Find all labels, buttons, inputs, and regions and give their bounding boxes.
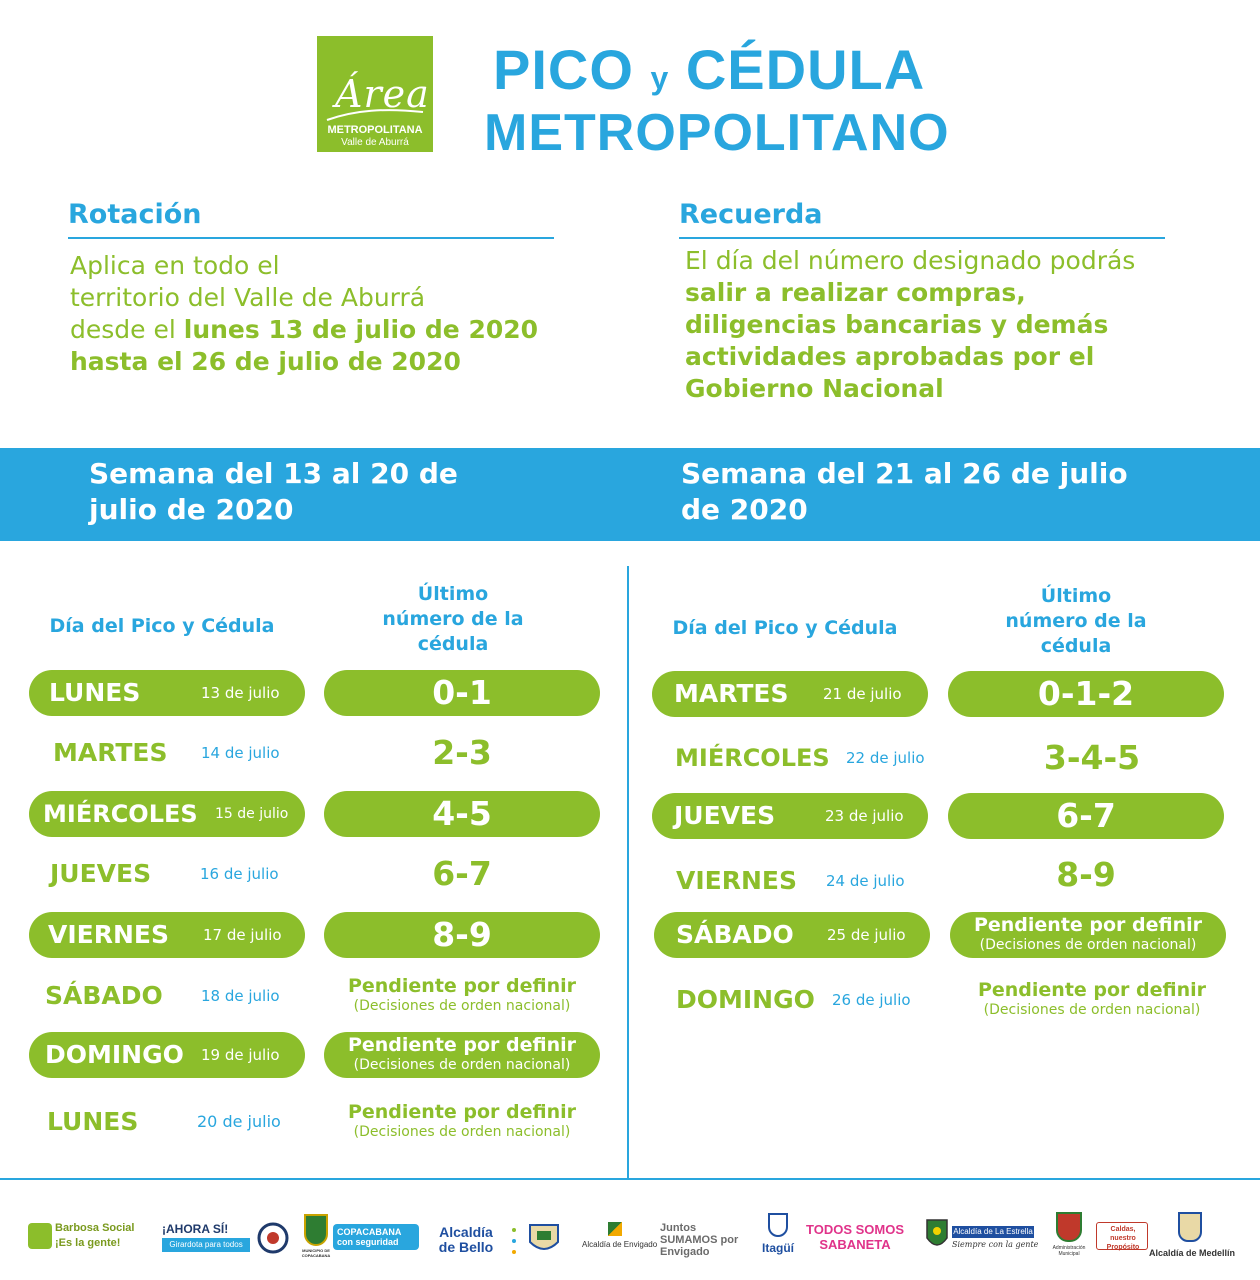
day-label: MIÉRCOLES — [675, 744, 830, 772]
week2-col-num-line1: Último — [1040, 585, 1112, 607]
la-estrella-logo — [952, 1226, 1039, 1256]
pending-note: (Decisiones de orden nacional) — [353, 1057, 571, 1073]
digits-label: 8-9 — [432, 915, 492, 954]
week1-title-line2: julio de 2020 — [89, 493, 294, 526]
date-label: 21 de julio — [823, 685, 902, 703]
recuerda-line5 — [685, 373, 1135, 405]
recuerda-line4-bold: actividades aprobadas por el — [685, 342, 1095, 371]
logo-line2: Valle de Aburrá — [341, 137, 409, 148]
copacabana-municipio-logo — [302, 1214, 330, 1262]
title-connector: y — [650, 60, 670, 96]
date-label: 25 de julio — [827, 926, 906, 944]
week1-row-lunes-20 — [0, 1099, 628, 1145]
pending-label — [324, 973, 600, 1019]
day-label: LUNES — [49, 678, 141, 707]
administracion-shield-icon — [1056, 1212, 1082, 1242]
area-metropolitana-logo — [317, 36, 433, 152]
date-label: 22 de julio — [846, 749, 925, 767]
week2-row-sabado-25 — [630, 912, 1260, 958]
page-title-line2: METROPOLITANO — [484, 104, 950, 162]
caldas-logo — [1096, 1222, 1148, 1250]
date-label: 13 de julio — [201, 684, 280, 702]
itagui-logo — [760, 1213, 796, 1261]
week1-col-day-header: Día del Pico y Cédula — [49, 615, 275, 637]
recuerda-text — [685, 245, 1135, 405]
week1-col-num-line1: Último — [417, 583, 489, 605]
girardota-logo — [162, 1222, 250, 1254]
bello-shield-icon — [527, 1222, 561, 1256]
day-label: JUEVES — [674, 801, 776, 830]
sumamos-logo — [660, 1222, 750, 1256]
pending-text: Pendiente por definir — [973, 914, 1203, 936]
pending-label — [324, 1032, 600, 1078]
recuerda-line2 — [685, 277, 1135, 309]
week2-title — [681, 456, 1128, 528]
date-label: 15 de julio — [215, 806, 289, 822]
pending-note: (Decisiones de orden nacional) — [983, 1002, 1201, 1018]
day-label: VIERNES — [48, 920, 169, 949]
itagui-logo-text: Itagüí — [762, 1241, 794, 1255]
day-label: DOMINGO — [45, 1040, 184, 1069]
envigado-logo — [582, 1222, 658, 1254]
pending-text: Pendiente por definir — [977, 979, 1207, 1001]
rotacion-line4-bold: hasta el 26 de julio de 2020 — [70, 347, 461, 376]
recuerda-heading: Recuerda — [679, 199, 823, 230]
pending-text: Pendiente por definir — [347, 975, 577, 997]
rotacion-line1: Aplica en todo el — [70, 251, 280, 280]
week2-row-miercoles-22 — [630, 735, 1260, 781]
title-word2: CÉDULA — [685, 38, 926, 101]
administracion-logo-text: Administración Municipal — [1052, 1245, 1086, 1257]
week1-row-martes-14 — [0, 730, 628, 776]
recuerda-line5-bold: Gobierno Nacional — [685, 374, 944, 403]
digits-label: 6-7 — [432, 854, 492, 893]
medellin-logo — [1146, 1212, 1238, 1262]
pending-label — [954, 977, 1230, 1023]
caldas-logo-text: Caldas, nuestro Propósito — [1106, 1226, 1140, 1251]
week2-title-line1: Semana del 21 al 26 de julio — [681, 457, 1128, 490]
bello-logo-text: Alcaldía de Bello — [438, 1224, 494, 1255]
rotacion-line3-bold: lunes 13 de julio de 2020 — [183, 315, 539, 344]
digits-label: 0-1-2 — [1037, 674, 1135, 713]
week1-title — [89, 456, 458, 528]
week2-row-martes-21 — [630, 671, 1260, 717]
copacabana-municipio-text: MUNICIPIO DE COPACABANA — [301, 1248, 331, 1258]
pending-text: Pendiente por definir — [347, 1101, 577, 1123]
bello-logo — [431, 1225, 503, 1257]
barbosa-logo — [28, 1221, 146, 1255]
day-label: MARTES — [53, 738, 168, 767]
day-label: JUEVES — [50, 859, 152, 888]
rotacion-line2: territorio del Valle de Aburrá — [70, 283, 426, 312]
digits-label: 2-3 — [432, 733, 492, 772]
week2-row-domingo-26 — [630, 977, 1260, 1023]
barbosa-logo-text: Barbosa Social ¡Es la gente! — [55, 1222, 135, 1249]
medellin-shield-icon — [1178, 1212, 1202, 1242]
sabaneta-logo — [800, 1222, 910, 1256]
week1-row-viernes-17 — [0, 912, 628, 958]
itagui-shield-icon — [768, 1213, 788, 1237]
digits-label: 0-1 — [432, 673, 492, 712]
week1-title-line1: Semana del 13 al 20 de — [89, 457, 458, 490]
date-label: 14 de julio — [201, 744, 280, 762]
date-label: 19 de julio — [201, 1046, 280, 1064]
rotacion-text — [70, 250, 538, 378]
rotacion-heading: Rotación — [68, 199, 202, 230]
day-label: SÁBADO — [676, 920, 794, 949]
envigado-logo-text: Alcaldía de Envigado — [582, 1240, 658, 1249]
date-label: 16 de julio — [200, 865, 279, 883]
envigado-flag-icon — [608, 1222, 622, 1236]
la-estrella-logo-text: Alcaldía de La Estrella — [953, 1227, 1033, 1236]
week1-col-num-line3: cédula — [417, 633, 489, 655]
la-estrella-shield-icon — [925, 1218, 949, 1252]
copacabana-seguridad-logo — [333, 1224, 419, 1250]
girardota-tagline: Girardota para todos — [162, 1238, 250, 1252]
digits-label: 6-7 — [1056, 796, 1116, 835]
title-word1: PICO — [493, 38, 634, 101]
day-label: DOMINGO — [676, 985, 815, 1014]
footer-rule — [0, 1178, 1260, 1180]
week1-row-miercoles-15 — [0, 791, 628, 837]
week1-row-lunes-13 — [0, 670, 628, 716]
recuerda-line2-bold: salir a realizar compras, — [685, 278, 1026, 307]
date-label: 24 de julio — [826, 872, 905, 890]
date-label: 18 de julio — [201, 987, 280, 1005]
rotacion-line4 — [70, 346, 538, 378]
girardota-seal-icon — [257, 1222, 289, 1254]
week2-row-viernes-24 — [630, 855, 1260, 904]
week2-col-num-header — [976, 584, 1176, 659]
logo-swoosh-icon — [325, 106, 425, 124]
digits-label: 8-9 — [1056, 855, 1116, 894]
pending-label — [324, 1099, 600, 1145]
recuerda-line3-bold: diligencias bancarias y demás — [685, 310, 1109, 339]
sabaneta-logo-text: TODOS SOMOS SABANETA — [806, 1222, 904, 1252]
la-estrella-tagline: Siempre con la gente — [952, 1240, 1039, 1249]
week2-row-jueves-23 — [630, 793, 1260, 839]
rotacion-rule — [68, 237, 554, 239]
date-label: 23 de julio — [825, 807, 904, 825]
sumamos-logo-text: Juntos SUMAMOS por Envigado — [660, 1222, 739, 1258]
copacabana-seguridad-text: COPACABANA con seguridad — [337, 1227, 401, 1247]
date-label: 20 de julio — [197, 1112, 281, 1131]
recuerda-line3 — [685, 309, 1135, 341]
recuerda-line1: El día del número designado podrás — [685, 246, 1136, 275]
copacabana-shield-icon — [304, 1214, 328, 1246]
week1-col-num-line2: número de la — [382, 608, 524, 630]
week1-row-jueves-16 — [0, 851, 628, 897]
day-label: VIERNES — [676, 866, 797, 895]
ahora-si-text: ¡AHORA SÍ! — [162, 1222, 229, 1236]
digits-label: 4-5 — [432, 794, 492, 833]
rotacion-line3 — [70, 314, 538, 346]
day-label: SÁBADO — [45, 981, 163, 1010]
week1-row-sabado-18 — [0, 973, 628, 1019]
week1-col-num-header — [353, 582, 553, 657]
week2-col-num-line2: número de la — [1005, 610, 1147, 632]
pending-note: (Decisiones de orden nacional) — [353, 998, 571, 1014]
day-label: MARTES — [674, 679, 789, 708]
day-label: MIÉRCOLES — [43, 800, 198, 828]
pending-note: (Decisiones de orden nacional) — [979, 937, 1197, 953]
week1-row-domingo-19 — [0, 1032, 628, 1078]
rotacion-line3-plain: desde el — [70, 315, 184, 344]
barbosa-shield-icon — [28, 1223, 52, 1249]
date-label: 26 de julio — [832, 991, 911, 1009]
pending-note: (Decisiones de orden nacional) — [353, 1124, 571, 1140]
week2-title-line2: de 2020 — [681, 493, 808, 526]
page-title-line1 — [493, 38, 925, 110]
recuerda-rule — [679, 237, 1165, 239]
date-label: 17 de julio — [203, 926, 282, 944]
medellin-logo-text: Alcaldía de Medellín — [1148, 1248, 1236, 1258]
day-label: LUNES — [47, 1107, 139, 1136]
pending-text: Pendiente por definir — [347, 1034, 577, 1056]
week2-col-day-header: Día del Pico y Cédula — [672, 617, 898, 639]
digits-label: 3-4-5 — [1043, 738, 1141, 777]
week2-col-num-line3: cédula — [1040, 635, 1112, 657]
bello-dots-icon — [510, 1226, 518, 1256]
administracion-municipal-logo — [1052, 1212, 1086, 1262]
recuerda-line4 — [685, 341, 1135, 373]
logo-line1: METROPOLITANA — [327, 124, 423, 136]
logo-script-text: Área — [335, 72, 430, 116]
pending-label — [950, 912, 1226, 958]
